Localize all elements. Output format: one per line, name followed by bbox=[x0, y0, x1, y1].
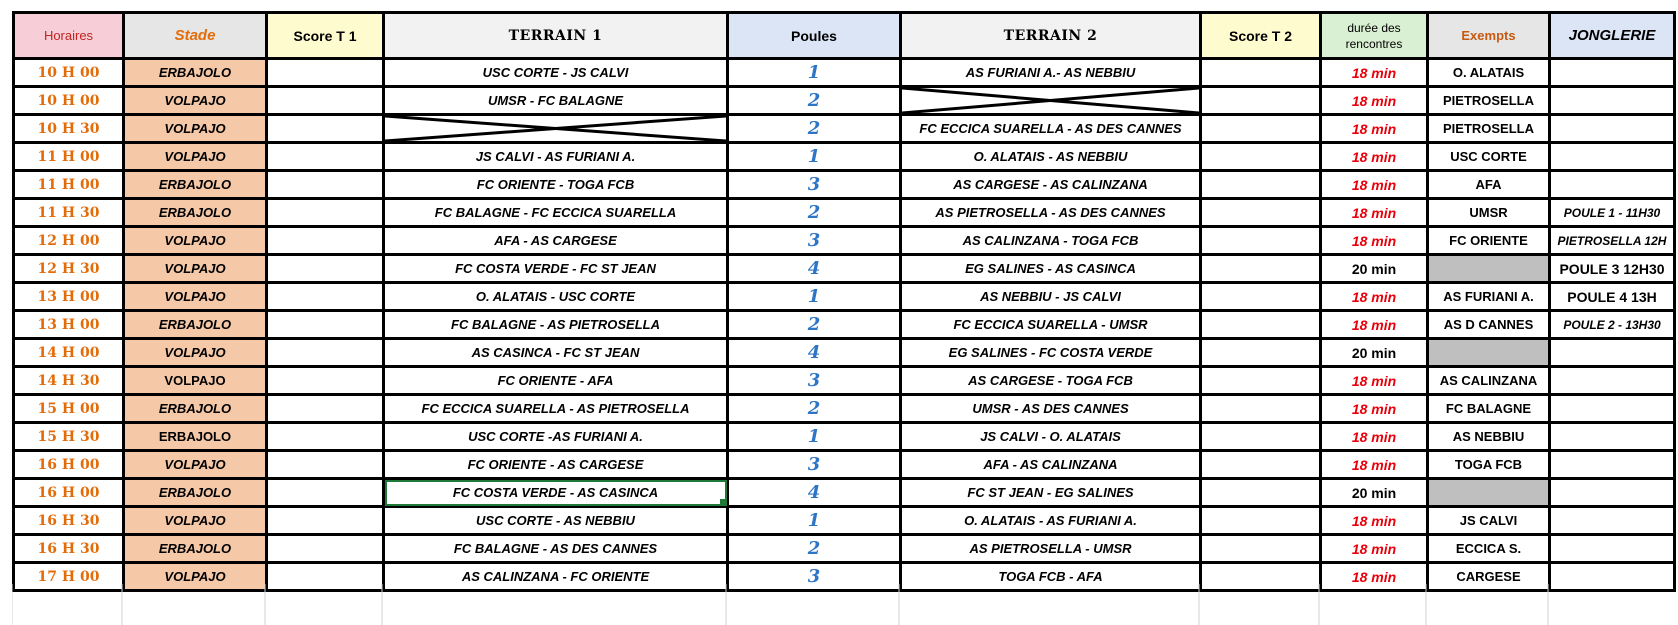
cell-terrain-2[interactable]: O. ALATAIS - AS NEBBIU bbox=[901, 143, 1201, 171]
cell-jonglerie[interactable] bbox=[1550, 143, 1675, 171]
cell-time[interactable]: 16 H 00 bbox=[14, 479, 124, 507]
header-score-t1[interactable]: Score T 1 bbox=[267, 13, 384, 59]
cell-terrain-1[interactable]: FC ORIENTE - AFA bbox=[384, 367, 728, 395]
cell-score-t2[interactable] bbox=[1201, 227, 1321, 255]
cell-stade[interactable]: ERBAJOLO bbox=[124, 535, 267, 563]
header-exempts[interactable]: Exempts bbox=[1428, 13, 1550, 59]
header-jonglerie[interactable]: JONGLERIE bbox=[1550, 13, 1675, 59]
cell-terrain-2[interactable]: AS PIETROSELLA - UMSR bbox=[901, 535, 1201, 563]
cell-terrain-1-crossed[interactable] bbox=[384, 115, 728, 143]
cell-duree[interactable]: 18 min bbox=[1321, 563, 1428, 591]
cell-poule[interactable]: 2 bbox=[728, 199, 901, 227]
table-row bbox=[14, 87, 1675, 115]
cell-terrain-1[interactable]: FC BALAGNE - AS DES CANNES bbox=[384, 535, 728, 563]
cell-terrain-1[interactable]: UMSR - FC BALAGNE bbox=[384, 87, 728, 115]
cell-score-t2[interactable] bbox=[1201, 283, 1321, 311]
cell-terrain-2[interactable]: FC ST JEAN - EG SALINES bbox=[901, 479, 1201, 507]
header-poules[interactable]: Poules bbox=[728, 13, 901, 59]
cell-time[interactable]: 17 H 00 bbox=[14, 563, 124, 591]
cell-terrain-1[interactable]: JS CALVI - AS FURIANI A. bbox=[384, 143, 728, 171]
cell-terrain-1[interactable]: AFA - AS CARGESE bbox=[384, 227, 728, 255]
grid-continuation bbox=[12, 584, 1667, 625]
cell-terrain-2[interactable]: AS CARGESE - TOGA FCB bbox=[901, 367, 1201, 395]
cell-duree[interactable]: 20 min bbox=[1321, 479, 1428, 507]
cell-stade[interactable]: VOLPAJO bbox=[124, 283, 267, 311]
cell-duree[interactable]: 18 min bbox=[1321, 367, 1428, 395]
cell-score-t2[interactable] bbox=[1201, 87, 1321, 115]
cell-score-t2[interactable] bbox=[1201, 451, 1321, 479]
cell-stade[interactable]: VOLPAJO bbox=[124, 143, 267, 171]
cell-time[interactable]: 11 H 00 bbox=[14, 143, 124, 171]
cell-exempt[interactable]: FC ORIENTE bbox=[1428, 227, 1550, 255]
cell-score-t2[interactable] bbox=[1201, 395, 1321, 423]
cell-exempt[interactable]: AS FURIANI A. bbox=[1428, 283, 1550, 311]
cell-score-t1[interactable] bbox=[267, 87, 384, 115]
table-row bbox=[14, 115, 1675, 143]
cell-duree[interactable]: 18 min bbox=[1321, 395, 1428, 423]
cell-score-t1[interactable] bbox=[267, 199, 384, 227]
header-row bbox=[14, 13, 1675, 59]
table-row bbox=[14, 311, 1675, 339]
cell-score-t1[interactable] bbox=[267, 479, 384, 507]
cell-poule[interactable]: 2 bbox=[728, 115, 901, 143]
cell-score-t2[interactable] bbox=[1201, 59, 1321, 87]
cell-time[interactable]: 16 H 30 bbox=[14, 535, 124, 563]
cell-poule[interactable]: 3 bbox=[728, 171, 901, 199]
table-row bbox=[14, 199, 1675, 227]
cell-terrain-2[interactable]: AS PIETROSELLA - AS DES CANNES bbox=[901, 199, 1201, 227]
cell-exempt[interactable]: AS D CANNES bbox=[1428, 311, 1550, 339]
cell-terrain-1[interactable]: FC ORIENTE - TOGA FCB bbox=[384, 171, 728, 199]
cell-terrain-1[interactable]: AS CALINZANA - FC ORIENTE bbox=[384, 563, 728, 591]
cell-stade[interactable]: ERBAJOLO bbox=[124, 395, 267, 423]
cell-terrain-2[interactable]: FC ECCICA SUARELLA - UMSR bbox=[901, 311, 1201, 339]
table-row bbox=[14, 339, 1675, 367]
cell-duree[interactable]: 18 min bbox=[1321, 311, 1428, 339]
cell-duree[interactable]: 18 min bbox=[1321, 143, 1428, 171]
cell-score-t1[interactable] bbox=[267, 143, 384, 171]
cell-terrain-1[interactable]: FC ECCICA SUARELLA - AS PIETROSELLA bbox=[384, 395, 728, 423]
table-row bbox=[14, 423, 1675, 451]
cell-poule[interactable]: 4 bbox=[728, 479, 901, 507]
cell-duree[interactable]: 18 min bbox=[1321, 451, 1428, 479]
cell-jonglerie[interactable] bbox=[1550, 339, 1675, 367]
cell-terrain-1[interactable]: FC COSTA VERDE - AS CASINCA bbox=[384, 479, 728, 507]
cell-stade[interactable]: VOLPAJO bbox=[124, 339, 267, 367]
schedule-table bbox=[12, 11, 1676, 592]
cell-terrain-2[interactable]: UMSR - AS DES CANNES bbox=[901, 395, 1201, 423]
table-row bbox=[14, 171, 1675, 199]
table-row bbox=[14, 59, 1675, 87]
cell-time[interactable]: 12 H 00 bbox=[14, 227, 124, 255]
cell-duree[interactable]: 18 min bbox=[1321, 59, 1428, 87]
cell-jonglerie[interactable]: POULE 1 - 11H30 bbox=[1550, 199, 1675, 227]
table-row bbox=[14, 367, 1675, 395]
cell-jonglerie[interactable] bbox=[1550, 59, 1675, 87]
cell-terrain-1[interactable]: USC CORTE - JS CALVI bbox=[384, 59, 728, 87]
cell-stade[interactable]: VOLPAJO bbox=[124, 227, 267, 255]
cell-exempt[interactable]: FC BALAGNE bbox=[1428, 395, 1550, 423]
cell-score-t1[interactable] bbox=[267, 423, 384, 451]
cell-score-t1[interactable] bbox=[267, 339, 384, 367]
cell-score-t1[interactable] bbox=[267, 283, 384, 311]
cell-score-t2[interactable] bbox=[1201, 367, 1321, 395]
cell-stade[interactable]: ERBAJOLO bbox=[124, 199, 267, 227]
table-row bbox=[14, 227, 1675, 255]
cell-terrain-2-crossed[interactable] bbox=[901, 87, 1201, 115]
cell-terrain-2[interactable]: TOGA FCB - AFA bbox=[901, 563, 1201, 591]
cell-terrain-2[interactable]: EG SALINES - AS CASINCA bbox=[901, 255, 1201, 283]
cell-terrain-1[interactable]: FC BALAGNE - AS PIETROSELLA bbox=[384, 311, 728, 339]
table-row bbox=[14, 255, 1675, 283]
cell-time[interactable]: 14 H 00 bbox=[14, 339, 124, 367]
cell-score-t2[interactable] bbox=[1201, 171, 1321, 199]
cell-score-t1[interactable] bbox=[267, 171, 384, 199]
cell-duree[interactable]: 18 min bbox=[1321, 87, 1428, 115]
cell-poule[interactable]: 1 bbox=[728, 507, 901, 535]
cell-terrain-2[interactable]: FC ECCICA SUARELLA - AS DES CANNES bbox=[901, 115, 1201, 143]
cell-poule[interactable]: 1 bbox=[728, 59, 901, 87]
cell-poule[interactable]: 2 bbox=[728, 535, 901, 563]
cell-stade[interactable]: VOLPAJO bbox=[124, 87, 267, 115]
cell-time[interactable]: 10 H 30 bbox=[14, 115, 124, 143]
cell-poule[interactable]: 4 bbox=[728, 339, 901, 367]
cell-jonglerie[interactable] bbox=[1550, 423, 1675, 451]
cell-terrain-2[interactable]: O. ALATAIS - AS FURIANI A. bbox=[901, 507, 1201, 535]
cell-exempt[interactable] bbox=[1428, 339, 1550, 367]
cell-poule[interactable]: 2 bbox=[728, 395, 901, 423]
cell-poule[interactable]: 2 bbox=[728, 87, 901, 115]
cell-duree[interactable]: 18 min bbox=[1321, 507, 1428, 535]
header-terrain-2[interactable]: TERRAIN 2 bbox=[901, 13, 1201, 59]
cell-score-t1[interactable] bbox=[267, 227, 384, 255]
cell-terrain-1[interactable]: USC CORTE - AS NEBBIU bbox=[384, 507, 728, 535]
cell-exempt[interactable]: UMSR bbox=[1428, 199, 1550, 227]
cell-jonglerie[interactable] bbox=[1550, 479, 1675, 507]
cell-jonglerie[interactable] bbox=[1550, 451, 1675, 479]
cell-duree[interactable]: 18 min bbox=[1321, 199, 1428, 227]
cell-terrain-1[interactable]: FC ORIENTE - AS CARGESE bbox=[384, 451, 728, 479]
header-horaires[interactable]: Horaires bbox=[14, 13, 124, 59]
cell-stade[interactable]: ERBAJOLO bbox=[124, 59, 267, 87]
fill-handle[interactable] bbox=[720, 499, 727, 506]
cell-poule[interactable]: 4 bbox=[728, 255, 901, 283]
cell-time[interactable]: 14 H 30 bbox=[14, 367, 124, 395]
cell-exempt[interactable]: ECCICA S. bbox=[1428, 535, 1550, 563]
cell-score-t1[interactable] bbox=[267, 535, 384, 563]
cell-terrain-2[interactable]: AFA - AS CALINZANA bbox=[901, 451, 1201, 479]
cell-poule[interactable]: 3 bbox=[728, 367, 901, 395]
cell-exempt[interactable] bbox=[1428, 255, 1550, 283]
table-row bbox=[14, 143, 1675, 171]
cell-terrain-2[interactable]: AS CALINZANA - TOGA FCB bbox=[901, 227, 1201, 255]
cell-score-t2[interactable] bbox=[1201, 311, 1321, 339]
table-row bbox=[14, 479, 1675, 507]
cell-terrain-2[interactable]: EG SALINES - FC COSTA VERDE bbox=[901, 339, 1201, 367]
cell-score-t2[interactable] bbox=[1201, 199, 1321, 227]
cell-time[interactable]: 15 H 30 bbox=[14, 423, 124, 451]
cell-score-t1[interactable] bbox=[267, 507, 384, 535]
cell-terrain-2[interactable]: AS NEBBIU - JS CALVI bbox=[901, 283, 1201, 311]
cell-stade[interactable]: VOLPAJO bbox=[124, 115, 267, 143]
cell-duree[interactable]: 18 min bbox=[1321, 423, 1428, 451]
cell-time[interactable]: 13 H 00 bbox=[14, 283, 124, 311]
cell-poule[interactable]: 3 bbox=[728, 227, 901, 255]
table-row bbox=[14, 395, 1675, 423]
cell-score-t1[interactable] bbox=[267, 367, 384, 395]
cell-exempt[interactable] bbox=[1428, 479, 1550, 507]
cell-score-t2[interactable] bbox=[1201, 255, 1321, 283]
cell-exempt[interactable]: AS CALINZANA bbox=[1428, 367, 1550, 395]
cell-score-t1[interactable] bbox=[267, 451, 384, 479]
cell-score-t2[interactable] bbox=[1201, 535, 1321, 563]
cell-terrain-2[interactable]: AS CARGESE - AS CALINZANA bbox=[901, 171, 1201, 199]
cell-stade[interactable]: VOLPAJO bbox=[124, 451, 267, 479]
cell-duree[interactable]: 20 min bbox=[1321, 255, 1428, 283]
cell-exempt[interactable]: PIETROSELLA bbox=[1428, 87, 1550, 115]
cell-score-t1[interactable] bbox=[267, 59, 384, 87]
cell-score-t2[interactable] bbox=[1201, 143, 1321, 171]
cell-poule[interactable]: 1 bbox=[728, 143, 901, 171]
cell-terrain-2[interactable]: AS FURIANI A.- AS NEBBIU bbox=[901, 59, 1201, 87]
cell-score-t2[interactable] bbox=[1201, 115, 1321, 143]
cell-score-t2[interactable] bbox=[1201, 507, 1321, 535]
header-stade[interactable]: Stade bbox=[124, 13, 267, 59]
cell-duree[interactable]: 18 min bbox=[1321, 171, 1428, 199]
cell-poule[interactable]: 2 bbox=[728, 311, 901, 339]
table-row bbox=[14, 507, 1675, 535]
header-score-t2[interactable]: Score T 2 bbox=[1201, 13, 1321, 59]
table-row bbox=[14, 451, 1675, 479]
cell-duree[interactable]: 20 min bbox=[1321, 339, 1428, 367]
cell-poule[interactable]: 3 bbox=[728, 451, 901, 479]
cell-exempt[interactable]: PIETROSELLA bbox=[1428, 115, 1550, 143]
cell-stade[interactable]: VOLPAJO bbox=[124, 367, 267, 395]
cell-score-t2[interactable] bbox=[1201, 479, 1321, 507]
cell-poule[interactable]: 3 bbox=[728, 563, 901, 591]
cell-time[interactable]: 12 H 30 bbox=[14, 255, 124, 283]
cell-exempt[interactable]: CARGESE bbox=[1428, 563, 1550, 591]
cell-jonglerie[interactable] bbox=[1550, 115, 1675, 143]
cell-exempt[interactable]: AS NEBBIU bbox=[1428, 423, 1550, 451]
cell-terrain-1[interactable]: FC COSTA VERDE - FC ST JEAN bbox=[384, 255, 728, 283]
cell-duree[interactable]: 18 min bbox=[1321, 115, 1428, 143]
cell-stade[interactable]: ERBAJOLO bbox=[124, 479, 267, 507]
cell-stade[interactable]: VOLPAJO bbox=[124, 507, 267, 535]
cell-time[interactable]: 15 H 00 bbox=[14, 395, 124, 423]
cell-stade[interactable]: VOLPAJO bbox=[124, 255, 267, 283]
cell-stade[interactable]: ERBAJOLO bbox=[124, 423, 267, 451]
cell-time[interactable]: 11 H 30 bbox=[14, 199, 124, 227]
cell-exempt[interactable]: TOGA FCB bbox=[1428, 451, 1550, 479]
cell-terrain-1[interactable]: USC CORTE -AS FURIANI A. bbox=[384, 423, 728, 451]
cell-stade[interactable]: ERBAJOLO bbox=[124, 311, 267, 339]
cell-jonglerie[interactable] bbox=[1550, 395, 1675, 423]
cell-score-t1[interactable] bbox=[267, 115, 384, 143]
cell-exempt[interactable]: USC CORTE bbox=[1428, 143, 1550, 171]
table-row bbox=[14, 283, 1675, 311]
cell-time[interactable]: 13 H 00 bbox=[14, 311, 124, 339]
cell-jonglerie[interactable] bbox=[1550, 87, 1675, 115]
cell-score-t1[interactable] bbox=[267, 255, 384, 283]
cell-jonglerie[interactable] bbox=[1550, 171, 1675, 199]
cell-duree[interactable]: 18 min bbox=[1321, 227, 1428, 255]
cell-jonglerie[interactable]: POULE 3 12H30 bbox=[1550, 255, 1675, 283]
cell-poule[interactable]: 1 bbox=[728, 283, 901, 311]
table-row bbox=[14, 535, 1675, 563]
cell-terrain-2[interactable]: JS CALVI - O. ALATAIS bbox=[901, 423, 1201, 451]
cell-score-t1[interactable] bbox=[267, 395, 384, 423]
cell-exempt[interactable]: JS CALVI bbox=[1428, 507, 1550, 535]
header-terrain-1[interactable]: TERRAIN 1 bbox=[384, 13, 728, 59]
cell-jonglerie[interactable]: POULE 4 13H bbox=[1550, 283, 1675, 311]
cell-duree[interactable]: 18 min bbox=[1321, 535, 1428, 563]
cell-exempt[interactable]: AFA bbox=[1428, 171, 1550, 199]
cell-time[interactable]: 16 H 30 bbox=[14, 507, 124, 535]
cell-terrain-1[interactable]: O. ALATAIS - USC CORTE bbox=[384, 283, 728, 311]
cell-stade[interactable]: VOLPAJO bbox=[124, 563, 267, 591]
cell-jonglerie[interactable] bbox=[1550, 367, 1675, 395]
cell-jonglerie[interactable]: PIETROSELLA 12H bbox=[1550, 227, 1675, 255]
cell-score-t2[interactable] bbox=[1201, 423, 1321, 451]
cell-poule[interactable]: 1 bbox=[728, 423, 901, 451]
cell-score-t2[interactable] bbox=[1201, 339, 1321, 367]
cell-score-t1[interactable] bbox=[267, 311, 384, 339]
cell-exempt[interactable]: O. ALATAIS bbox=[1428, 59, 1550, 87]
cell-jonglerie[interactable] bbox=[1550, 535, 1675, 563]
cell-time[interactable]: 10 H 00 bbox=[14, 87, 124, 115]
cell-terrain-1[interactable]: AS CASINCA - FC ST JEAN bbox=[384, 339, 728, 367]
cell-time[interactable]: 16 H 00 bbox=[14, 451, 124, 479]
cell-stade[interactable]: ERBAJOLO bbox=[124, 171, 267, 199]
cell-time[interactable]: 10 H 00 bbox=[14, 59, 124, 87]
cell-time[interactable]: 11 H 00 bbox=[14, 171, 124, 199]
header-duree[interactable]: durée des rencontres bbox=[1321, 13, 1428, 59]
cell-jonglerie[interactable]: POULE 2 - 13H30 bbox=[1550, 311, 1675, 339]
cell-terrain-1[interactable]: FC BALAGNE - FC ECCICA SUARELLA bbox=[384, 199, 728, 227]
cell-jonglerie[interactable] bbox=[1550, 507, 1675, 535]
cell-duree[interactable]: 18 min bbox=[1321, 283, 1428, 311]
